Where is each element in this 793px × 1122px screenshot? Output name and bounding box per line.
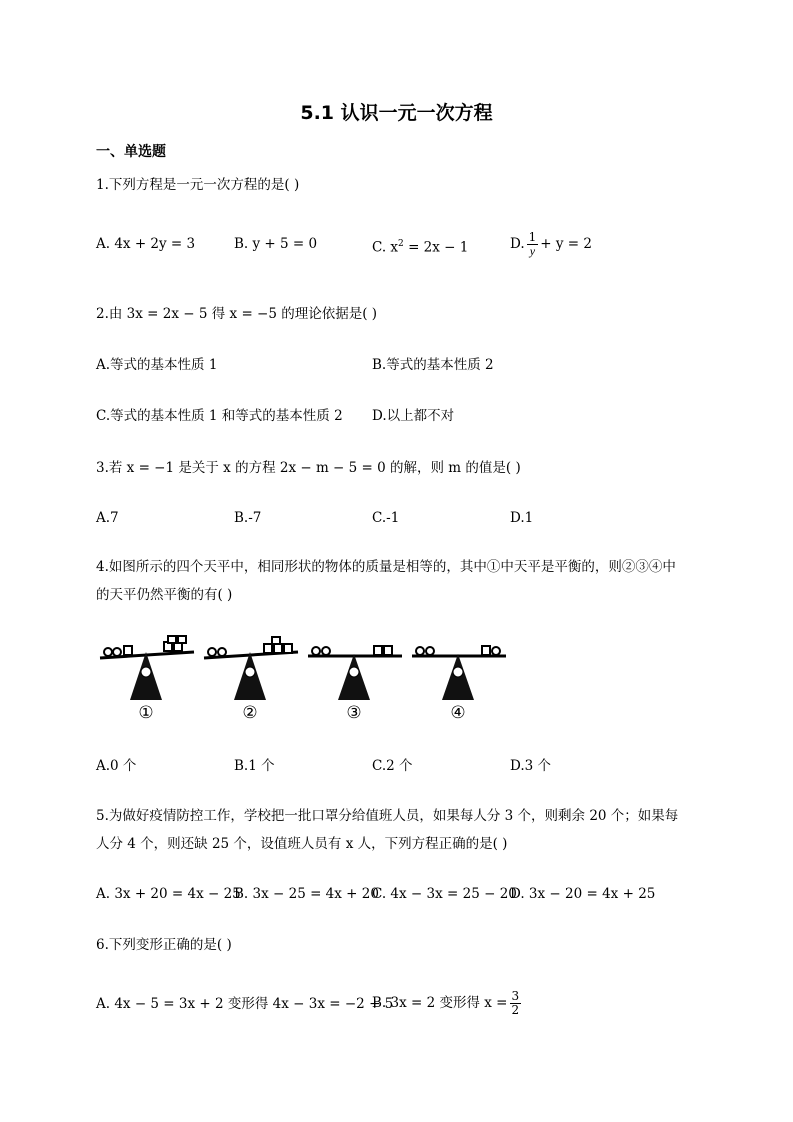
balance-scales-figure — [96, 634, 506, 724]
question-6-stem: 6.下列变形正确的是( ) — [96, 937, 232, 953]
q1-option-c[interactable] — [372, 234, 468, 258]
question-4-stem-line-1: 4.如图所示的四个天平中，相同形状的物体的质量是相等的，其中①中天平是平衡的，则②③④中 — [96, 559, 676, 575]
page-title: 5.1 认识一元一次方程 — [300, 102, 493, 124]
q3-option-d[interactable]: D.1 — [510, 510, 534, 526]
figure-label-1: ① — [138, 703, 154, 723]
section-heading: 一、单选题 — [96, 144, 166, 160]
figure-label-4: ④ — [450, 703, 466, 723]
q3-option-c[interactable]: C.-1 — [372, 510, 400, 526]
q1-option-b[interactable]: B. y + 5 = 0 — [234, 236, 318, 252]
q6-option-a[interactable]: A. 4x − 5 = 3x + 2 变形得 4x − 3x = −2 + 5 — [96, 996, 394, 1012]
q1-option-c-base: C. x — [372, 239, 399, 256]
q2-option-b[interactable]: B.等式的基本性质 2 — [372, 357, 494, 373]
figure-label-2: ② — [242, 703, 258, 723]
question-2-stem: 2.由 3x = 2x − 5 得 x = −5 的理论依据是( ) — [96, 306, 378, 322]
q4-option-a[interactable]: A.0 个 — [96, 758, 137, 774]
q1-option-c-exponent: 2 — [398, 239, 404, 249]
question-5-stem-line-2: 人分 4 个，则还缺 25 个，设值班人员有 x 人，下列方程正确的是( ) — [96, 836, 508, 852]
q3-option-a[interactable]: A.7 — [96, 510, 119, 526]
balance-scale-2 — [204, 637, 298, 700]
q6-option-b-denominator: 2 — [511, 1003, 520, 1017]
question-5-stem-line-1: 5.为做好疫情防控工作，学校把一批口罩分给值班人员，如果每人分 3 个，则剩余 20 个；如果每 — [96, 808, 679, 824]
question-4-stem-line-2: 的天平仍然平衡的有( ) — [96, 587, 233, 603]
q1-option-a[interactable]: A. 4x + 2y = 3 — [96, 236, 196, 252]
q6-option-b-fraction — [510, 990, 522, 1017]
q5-option-c[interactable]: C. 4x − 3x = 25 − 20 — [372, 886, 517, 902]
q6-option-b-numerator: 3 — [511, 989, 520, 1003]
q2-option-c[interactable]: C.等式的基本性质 1 和等式的基本性质 2 — [96, 408, 343, 424]
question-3-stem: 3.若 x = −1 是关于 x 的方程 2x − m − 5 = 0 的解，则 m 的值是( ) — [96, 460, 521, 476]
figure-label-3: ③ — [346, 703, 362, 723]
q1-option-d-denominator: y — [529, 244, 536, 258]
q1-option-d-numerator: 1 — [528, 230, 537, 244]
question-1-stem: 1.下列方程是一元一次方程的是( ) — [96, 177, 300, 193]
q1-option-d[interactable] — [510, 226, 592, 262]
q4-option-d[interactable]: D.3 个 — [510, 758, 552, 774]
q5-option-b[interactable]: B. 3x − 25 = 4x + 20 — [234, 886, 379, 902]
q2-option-a[interactable]: A.等式的基本性质 1 — [96, 357, 218, 373]
q6-option-b[interactable] — [372, 985, 523, 1021]
q3-option-b[interactable]: B.-7 — [234, 510, 262, 526]
q4-option-b[interactable]: B.1 个 — [234, 758, 275, 774]
balance-scale-4 — [412, 646, 506, 700]
q1-option-c-rest: = 2x − 1 — [403, 239, 469, 256]
q5-option-a[interactable]: A. 3x + 20 = 4x − 25 — [96, 886, 241, 902]
q5-option-d[interactable]: D. 3x − 20 = 4x + 25 — [510, 886, 656, 902]
q1-option-d-fraction — [527, 231, 539, 258]
q1-option-d-rest: + y = 2 — [540, 236, 592, 252]
q1-option-d-label: D. — [510, 236, 525, 252]
balance-scale-1 — [100, 636, 194, 700]
q6-option-b-text: B. 3x = 2 变形得 x = — [372, 995, 508, 1011]
q2-option-d[interactable]: D.以上都不对 — [372, 408, 455, 424]
balance-scale-3 — [308, 646, 402, 700]
q4-option-c[interactable]: C.2 个 — [372, 758, 413, 774]
